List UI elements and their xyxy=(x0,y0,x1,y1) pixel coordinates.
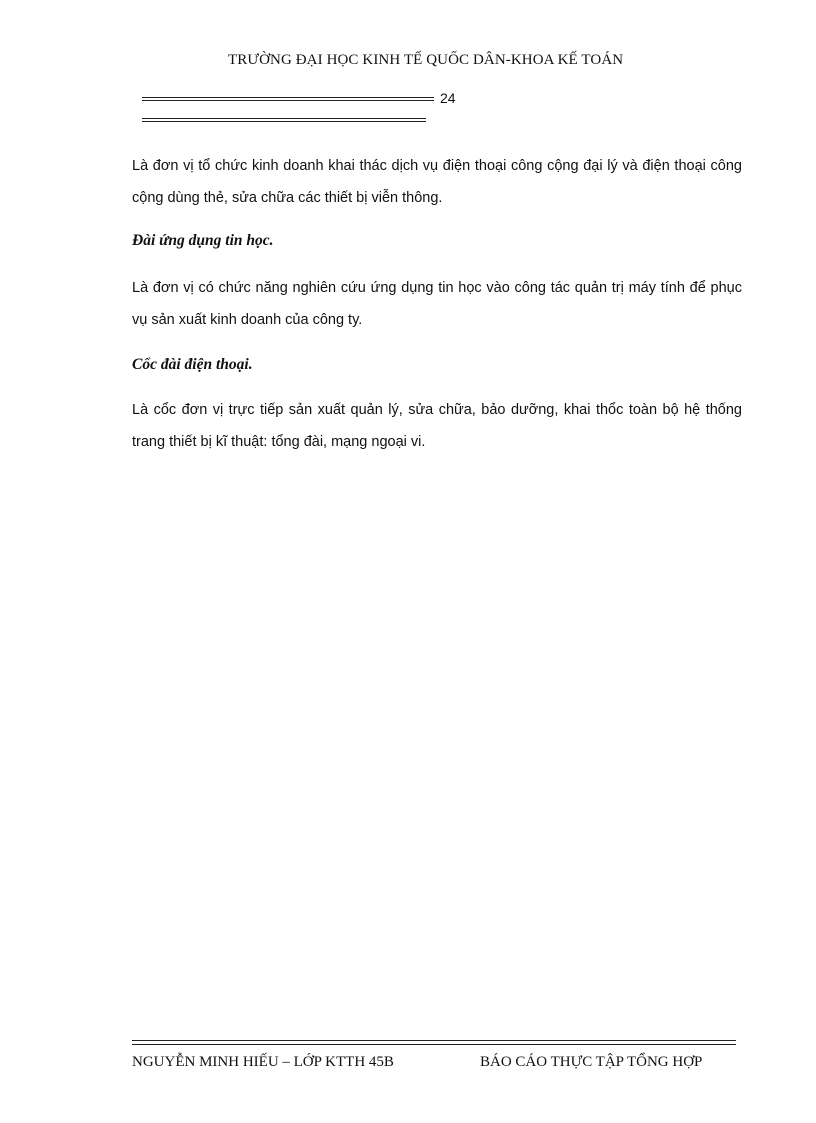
paragraph-public-phone: Là đơn vị tổ chức kinh doanh khai thác dịch vụ điện thoại công cộng đại lý và điện thoại công cộng dùng thẻ, sửa chữa các thiết bị viễn thông. xyxy=(132,158,742,206)
page-number: 24 xyxy=(440,90,456,106)
paragraph-telephone-stations: Là cổc đơn vị trực tiếp sản xuất quản lý, sửa chữa, bảo dưỡng, khai thổc toàn bộ hệ thống trang thiết bị kĩ thuật: tổng đài, mạng ngoại vi. xyxy=(132,402,742,450)
footer-report-title: BÁO CÁO THỰC TẬP TỔNG HỢP xyxy=(480,1054,703,1070)
header-rule-top xyxy=(142,97,434,101)
heading-telephone-stations: Cổc đài điện thoại. xyxy=(132,356,253,373)
header-rule-bottom xyxy=(142,118,426,122)
paragraph-it-center: Là đơn vị có chức năng nghiên cứu ứng dụng tin học vào công tác quản trị máy tính để phục vụ sản xuất kinh doanh của công ty. xyxy=(132,280,742,328)
header-title: TRƯỜNG ĐẠI HỌC KINH TẾ QUỐC DÂN-KHOA KẾ TOÁN xyxy=(228,52,624,68)
footer-rule xyxy=(132,1040,736,1045)
footer-author: NGUYỄN MINH HIẾU – LỚP KTTH 45B xyxy=(132,1054,394,1070)
heading-it-center: Đài ứng dụng tin học. xyxy=(132,232,274,249)
